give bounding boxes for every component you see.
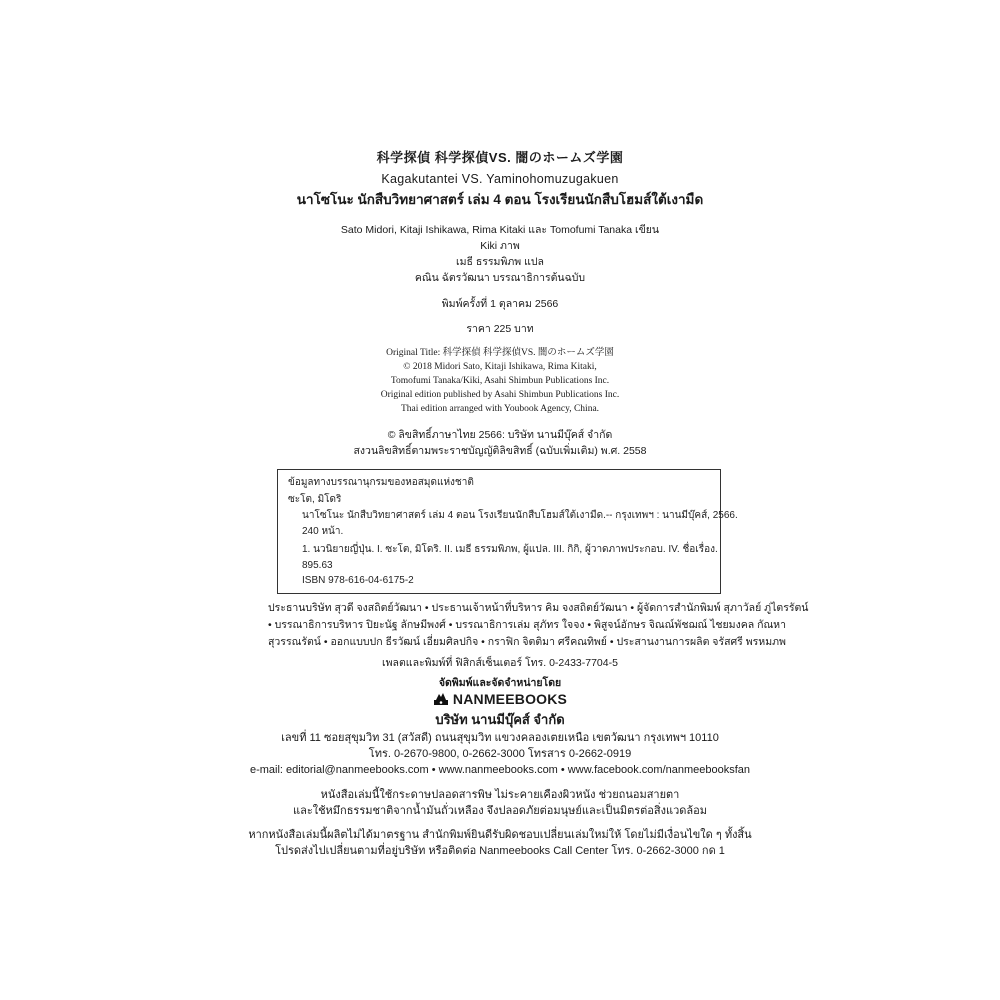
staff-line-3: สุวรรณรัตน์ • ออกแบบปก ธีรวัฒน์ เอี่ยมศิลปกิจ • กราฟิก จิตติมา ศรีคณทิพย์ • ประสานงานการผลิต จรัสศรี พรหมภพ — [268, 636, 786, 648]
catalog-box — [277, 469, 738, 594]
thai-edition-agency: Thai edition arranged with Youbook Agency, China. — [400, 404, 600, 414]
publisher-phone: โทร. 0-2670-9800, 0-2662-3000 โทรสาร 0-2662-0919 — [368, 748, 632, 760]
paper-note: หนังสือเล่มนี้ใช้กระดาษปลอดสารพิษ ไม่ระคายเคืองผิวหนัง ช่วยถนอมสายตา — [320, 789, 680, 801]
staff-line-2: • บรรณาธิการบริหาร ปิยะนัฐ ลักษมีพงศ์ • บรรณาธิการเล่ม สุภัทร ใจจง • พิสูจน์อักษร จิณณ์พัชฌณ์ ไชยมงคล กัณหา — [268, 619, 786, 631]
return-instructions: โปรดส่งไปเปลี่ยนตามที่อยู่บริษัท หรือติดต่อ Nanmeebooks Call Center โทร. 0-2662-3000 กด 1 — [275, 845, 725, 857]
catalog-heading: ข้อมูลทางบรรณานุกรมของหอสมุดแห่งชาติ — [288, 477, 474, 488]
publisher-logo — [0, 691, 1000, 707]
publisher-name: บริษัท นานมีบุ๊คส์ จำกัด — [435, 712, 565, 727]
publisher-contacts: e-mail: editorial@nanmeebooks.com • www.nanmeebooks.com • www.facebook.com/nanmeebooksfan — [249, 764, 751, 776]
publisher-address: เลขที่ 11 ซอยสุขุมวิท 31 (สวัสดี) ถนนสุขุมวิท แขวงคลองเตยเหนือ เขตวัฒนา กรุงเทพฯ 10110 — [281, 732, 719, 744]
catalog-title: นาโซโนะ นักสืบวิทยาศาสตร์ เล่ม 4 ตอน โรงเรียนนักสืบโฮมส์ใต้เงามืด.-- กรุงเทพฯ : นานมีบุ๊คส์, 2566. — [302, 510, 738, 521]
thai-copyright: © ลิขสิทธิ์ภาษาไทย 2566: บริษัท นานมีบุ๊คส์ จำกัด — [387, 429, 613, 441]
staff-line-1: ประธานบริษัท สุวดี จงสถิตย์วัฒนา • ประธานเจ้าหน้าที่บริหาร คิม จงสถิตย์วัฒนา • ผู้จัดการสำนักพิมพ์ สุภาวัลย์ ภู่ไตรรัตน์ — [268, 602, 809, 614]
original-copyright-cont: Tomofumi Tanaka/Kiki, Asahi Shimbun Publications Inc. — [390, 376, 610, 386]
copyright-law: สงวนลิขสิทธิ์ตามพระราชบัญญัติลิขสิทธิ์ (ฉบับเพิ่มเติม) พ.ศ. 2558 — [353, 445, 647, 457]
catalog-classification: 895.63 — [302, 560, 333, 571]
ink-note: และใช้หมึกธรรมชาติจากน้ำมันถั่วเหลือง จึงปลอดภัยต่อมนุษย์และเป็นมิตรต่อสิ่งแวดล้อม — [292, 805, 708, 817]
logo-wordmark: NANMEEBOOKS — [452, 691, 568, 707]
original-title: Original Title: 科学探偵 科学探偵VS. 闇のホームズ学園 — [386, 348, 614, 358]
printing-date: พิมพ์ครั้งที่ 1 ตุลาคม 2566 — [441, 298, 559, 310]
catalog-isbn: ISBN 978-616-04-6175-2 — [302, 575, 414, 586]
printer-info: เพลตและพิมพ์ที่ ฟิสิกส์เซ็นเตอร์ โทร. 0-2433-7704-5 — [382, 657, 618, 669]
japanese-title: 科学探偵 科学探偵VS. 闇のホームズ学園 — [376, 150, 624, 165]
translator-credit: เมธี ธรรมพิภพ แปล — [456, 256, 544, 268]
catalog-subjects: 1. นวนิยายญี่ปุ่น. I. ซะโต, มิโดริ. II. เมธี ธรรมพิภพ, ผู้แปล. III. กิกิ, ผู้วาดภาพประกอบ. IV. ชื่อเรื่อง. — [302, 544, 718, 555]
thai-title: นาโซโนะ นักสืบวิทยาศาสตร์ เล่ม 4 ตอน โรงเรียนนักสืบโฮมส์ใต้เงามืด — [296, 192, 704, 207]
romaji-title: Kagakutantei VS. Yaminohomuzugakuen — [381, 172, 619, 186]
nanmeebooks-logo-icon — [433, 691, 449, 707]
illustrator-credit: Kiki ภาพ — [480, 240, 520, 252]
original-copyright: © 2018 Midori Sato, Kitaji Ishikawa, Rima Kitaki, — [403, 362, 597, 372]
price: ราคา 225 บาท — [466, 323, 534, 335]
authors-credit: Sato Midori, Kitaji Ishikawa, Rima Kitaki และ Tomofumi Tanaka เขียน — [340, 224, 660, 236]
defect-policy: หากหนังสือเล่มนี้ผลิตไม่ได้มาตรฐาน สำนักพิมพ์ยินดีรับผิดชอบเปลี่ยนเล่มใหม่ให้ โดยไม่มีเงื่อนไขใด ๆ ทั้งสิ้น — [248, 829, 752, 841]
publisher-heading: จัดพิมพ์และจัดจำหน่ายโดย — [438, 677, 562, 689]
catalog-pages: 240 หน้า. — [302, 526, 344, 537]
editor-credit: คณิน ฉัตรวัฒนา บรรณาธิการต้นฉบับ — [414, 272, 586, 284]
catalog-author: ซะโต, มิโดริ — [288, 494, 342, 505]
original-publisher: Original edition published by Asahi Shimbun Publications Inc. — [380, 390, 620, 400]
